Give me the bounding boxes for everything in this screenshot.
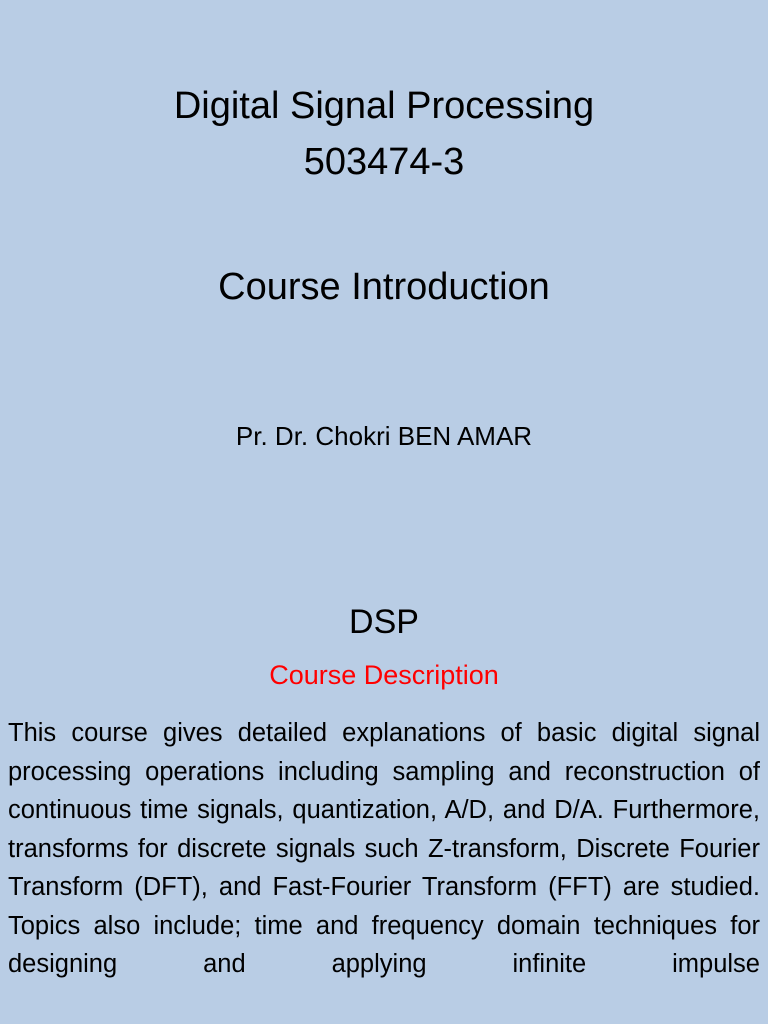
description-slide — [0, 560, 768, 1024]
course-description-text: This course gives detailed explanations of basic digital signal processing operations including sampling and reconstruction of continuous time signals, quantization, A/D, and D/A. Furthermore, transforms for discrete signals such Z-transform, Discrete Fourier Transform (DFT), and Fast-Fourier Transform (FFT) are studied. Topics also include; time and frequency domain techniques for designing and applying infinite impulse — [8, 719, 760, 978]
course-subtitle: Course Introduction — [218, 266, 550, 308]
section-heading: Course Description — [269, 660, 499, 690]
slide-title: DSP — [349, 603, 419, 641]
course-code: 503474-3 — [303, 141, 465, 183]
author-name: Pr. Dr. Chokri BEN AMAR — [235, 421, 533, 451]
course-title: Digital Signal Processing — [173, 85, 595, 127]
